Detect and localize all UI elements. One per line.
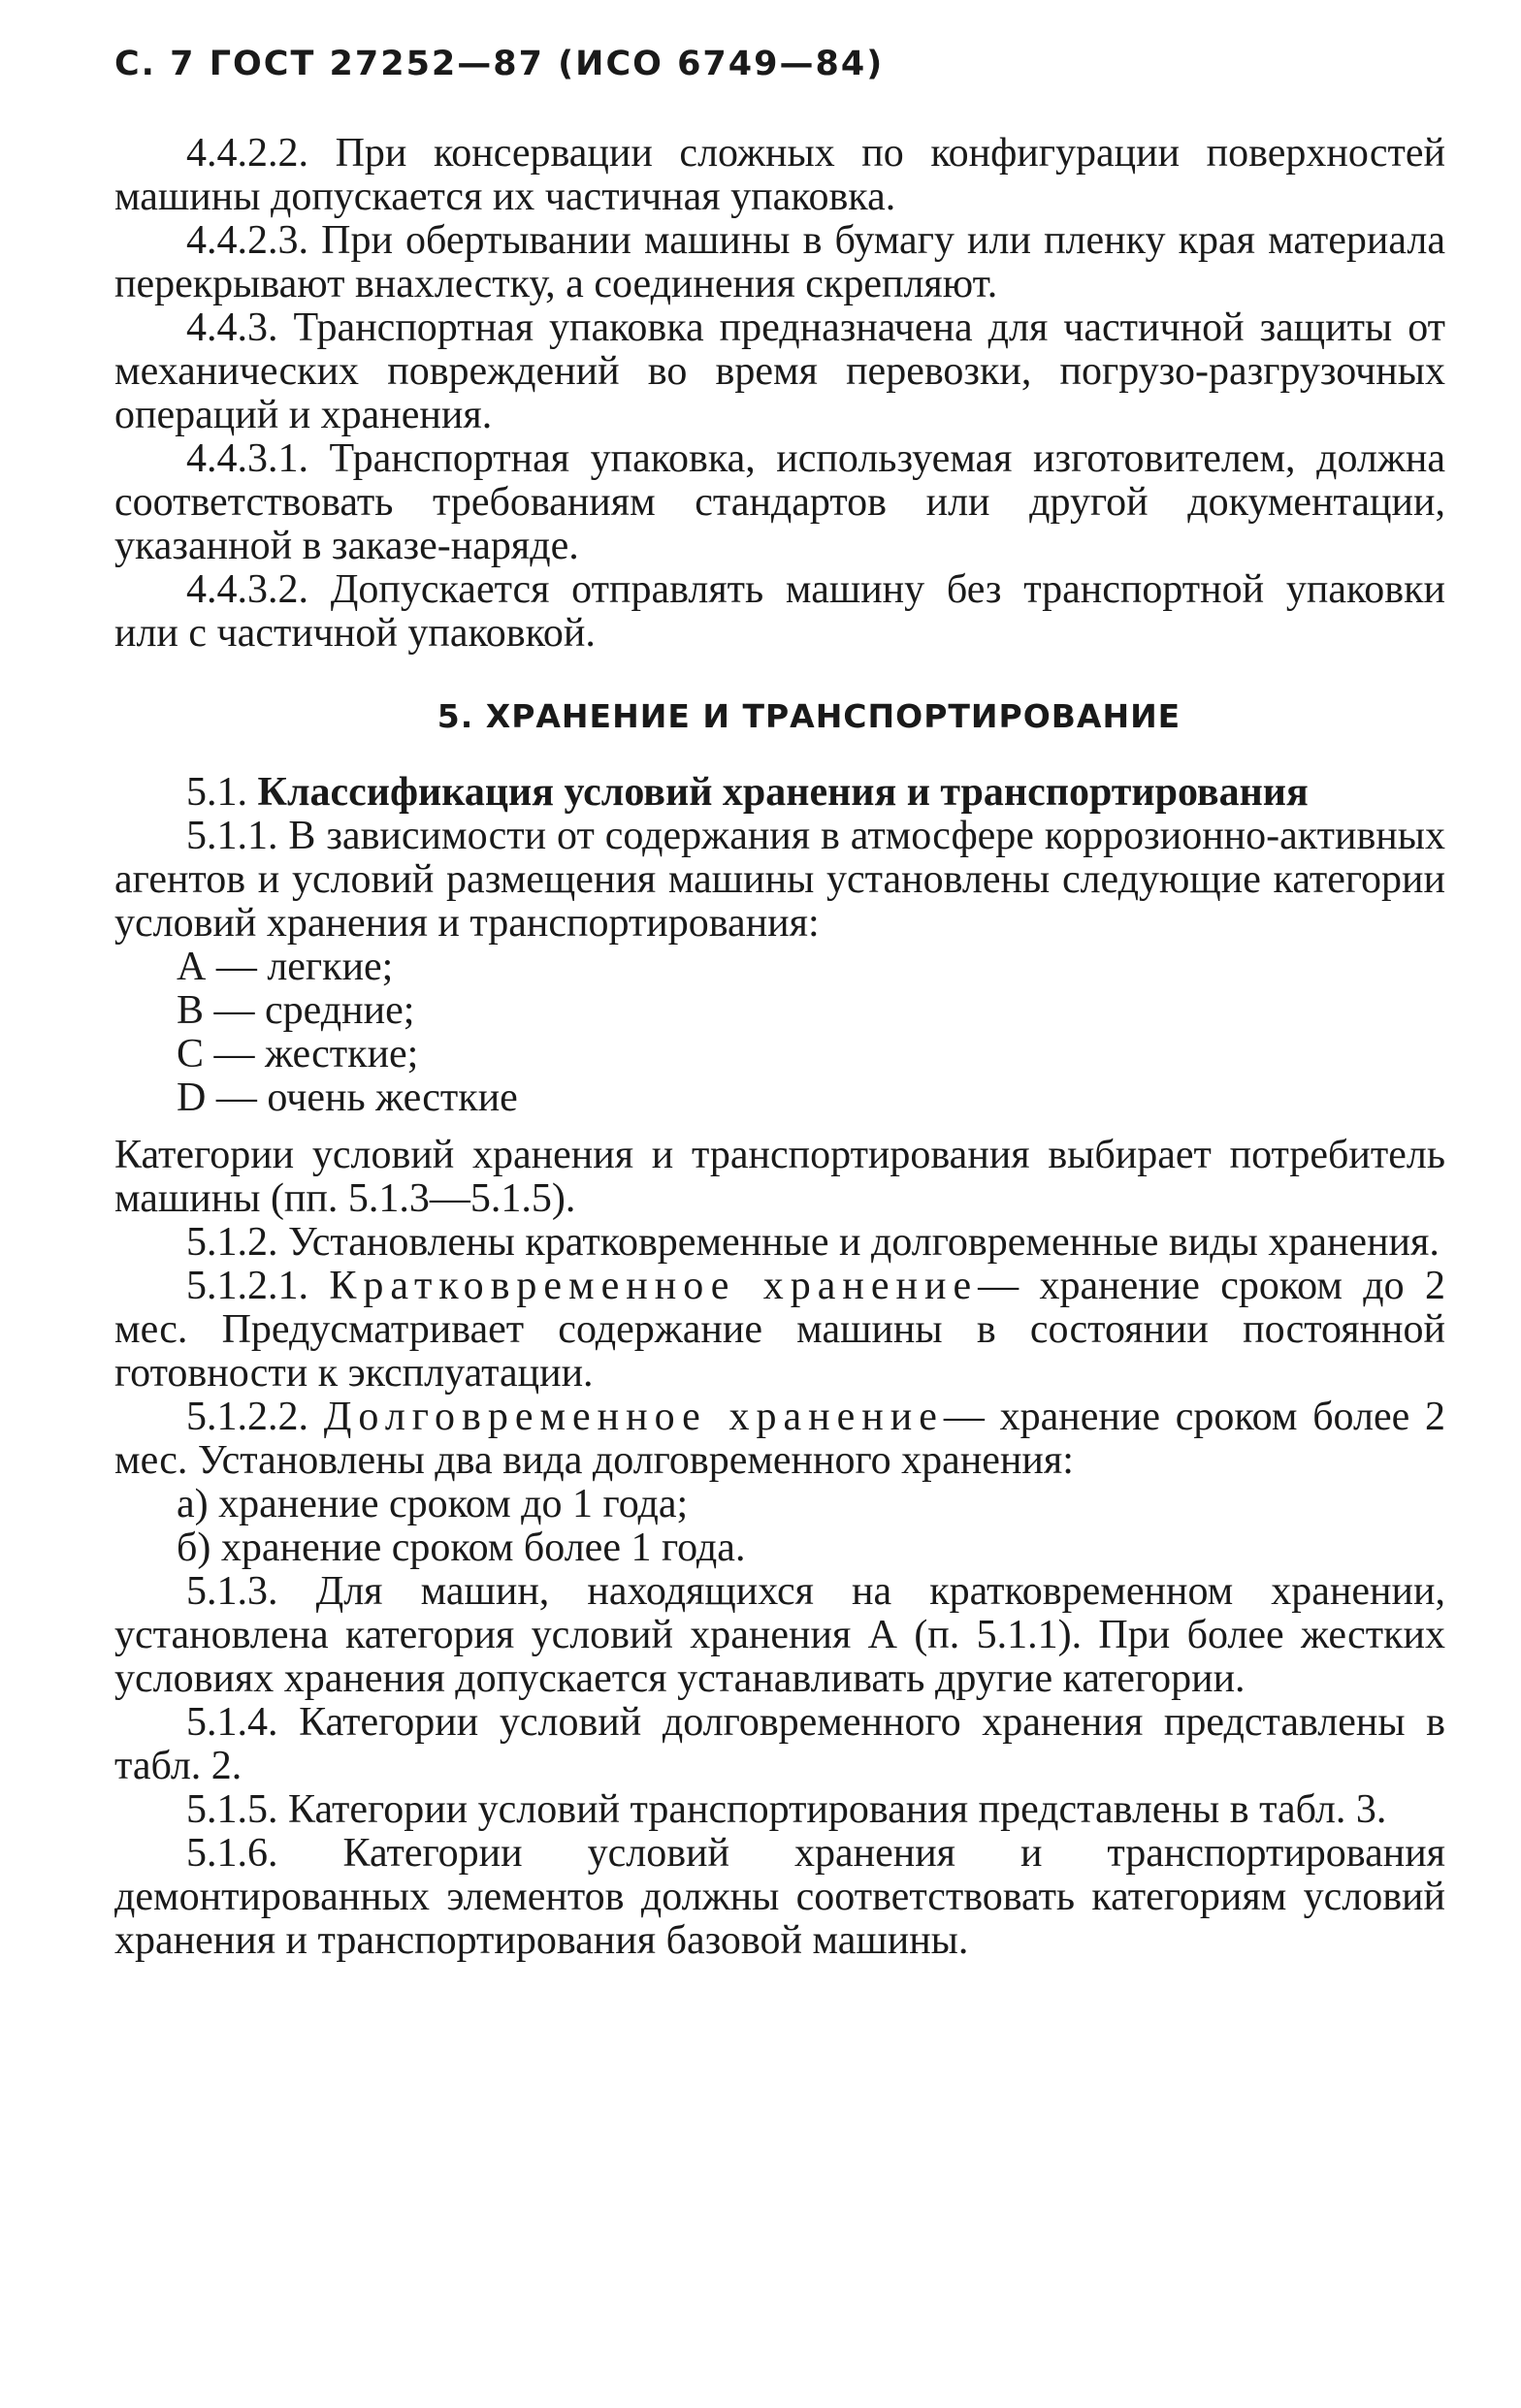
section-title: 5. ХРАНЕНИЕ И ТРАНСПОРТИРОВАНИЕ bbox=[437, 697, 1181, 735]
category-b: В — средние; bbox=[177, 988, 415, 1033]
paragraph-5-1-6: 5.1.6. Категории условий хранения и транспортирования демонтированных элементов должны соответствовать категориям условий хранения и транспортирования базовой машины. bbox=[114, 1831, 1445, 1963]
category-c: С — жесткие; bbox=[177, 1032, 419, 1076]
page-header: С. 7 ГОСТ 27252—87 (ИСО 6749—84) bbox=[114, 45, 885, 83]
paragraph-4-4-2-3: 4.4.2.3. При обертывании машины в бумагу или пленку края материала перекрывают внахлестку, а соединения скрепляют. bbox=[114, 218, 1445, 306]
paragraph-5-1-1: 5.1.1. В зависимости от содержания в атмосфере коррозионно-активных агентов и условий размещения машины установлены следующие категории условий хранения и транспортирования: bbox=[114, 814, 1445, 946]
paragraph-text: — хранение сроком до 2 мес. Предусматривает содержание машины в состоянии постоянной готовности к эксплуатации. bbox=[114, 1264, 1446, 1396]
subsection-number: 5.1. bbox=[186, 770, 247, 815]
paragraph-4-4-3-2: 4.4.3.2. Допускается отправлять машину без транспортной упаковки или с частичной упаковкой. bbox=[114, 567, 1445, 656]
document-body bbox=[114, 132, 1445, 1963]
paragraph-number: 5.1.2.2. bbox=[186, 1395, 308, 1439]
storage-item-b: б) хранение сроком более 1 года. bbox=[177, 1525, 746, 1570]
paragraph-4-4-3-1: 4.4.3.1. Транспортная упаковка, используемая изготовителем, должна соответствовать требованиям стандартов или другой документации, указанной в заказе-наряде. bbox=[114, 436, 1445, 568]
storage-item-a: а) хранение сроком до 1 года; bbox=[177, 1482, 689, 1526]
spaced-term: Долговременное хранение bbox=[323, 1395, 944, 1439]
paragraph-4-4-3: 4.4.3. Транспортная упаковка предназначена для частичной защиты от механических повреждений во время перевозки, погрузо-разгрузочных операций и хранения. bbox=[114, 305, 1445, 437]
paragraph-5-1-3: 5.1.3. Для машин, находящихся на кратковременном хранении, установлена категория условий хранения А (п. 5.1.1). При более жестких условиях хранения допускается устанавливать другие категории. bbox=[114, 1569, 1445, 1701]
subsection-title: Классификация условий хранения и транспортирования bbox=[257, 770, 1309, 815]
category-d: D — очень жесткие bbox=[177, 1076, 518, 1120]
paragraph-5-1-2-2 bbox=[114, 1396, 1445, 1483]
subsection-5-1-heading bbox=[114, 771, 1445, 815]
paragraph-5-1-5: 5.1.5. Категории условий транспортирования представлены в табл. 3. bbox=[186, 1787, 1387, 1832]
paragraph-number: 5.1.2.1. bbox=[186, 1264, 308, 1308]
paragraph-5-1-2: 5.1.2. Установлены кратковременные и долговременные виды хранения. bbox=[186, 1220, 1440, 1265]
paragraph-5-1-2-1 bbox=[114, 1265, 1445, 1396]
spaced-term: Кратковременное хранение bbox=[329, 1264, 979, 1308]
categories-note: Категории условий хранения и транспортирования выбирает потребитель машины (пп. 5.1.3—5.1.5). bbox=[114, 1133, 1445, 1221]
paragraph-4-4-2-2: 4.4.2.2. При консервации сложных по конфигурации поверхностей машины допускается их частичная упаковка. bbox=[114, 131, 1445, 219]
category-a: А — легкие; bbox=[177, 945, 394, 989]
paragraph-text: — хранение сроком более 2 мес. Установлены два вида долговременного хранения: bbox=[114, 1395, 1445, 1483]
paragraph-5-1-4: 5.1.4. Категории условий долговременного хранения представлены в табл. 2. bbox=[114, 1700, 1445, 1788]
